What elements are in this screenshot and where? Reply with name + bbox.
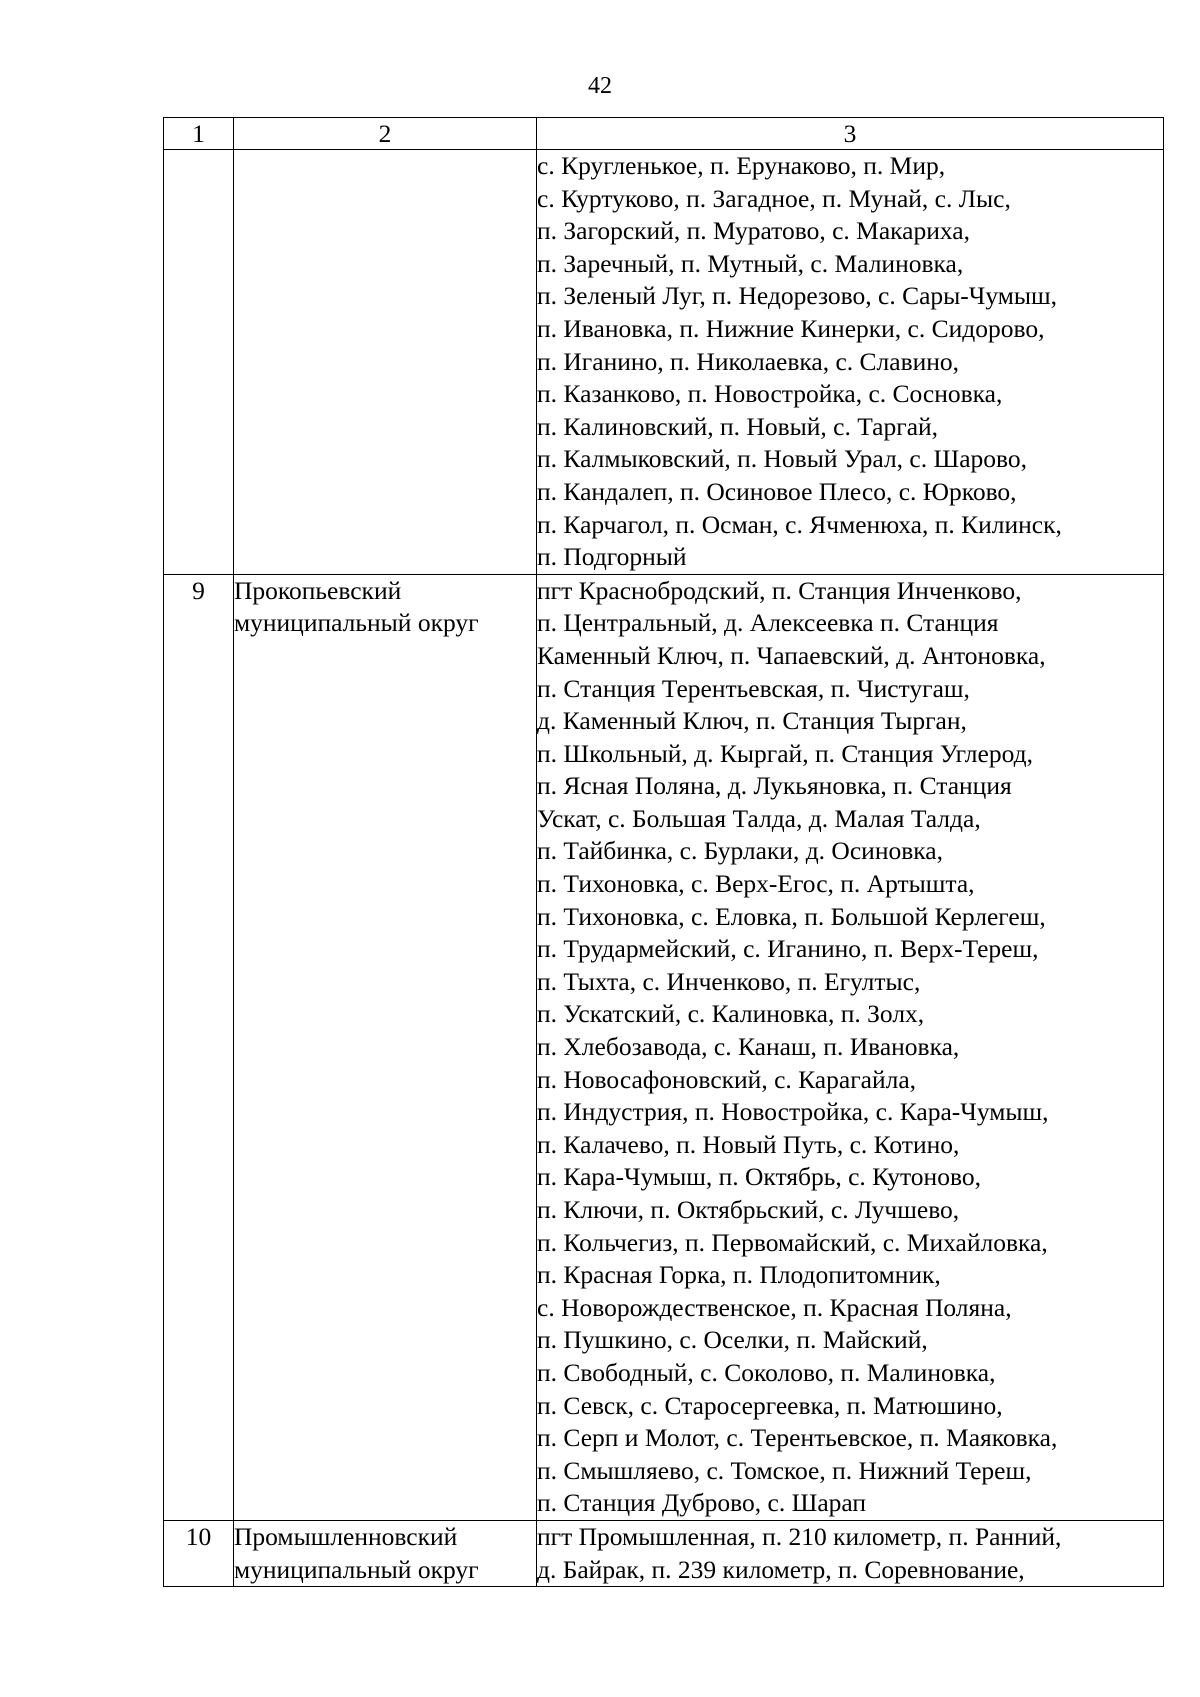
settlement-line: п. Трудармейский, с. Иганино, п. Верх-Тереш, bbox=[537, 934, 1039, 964]
settlement-line: п. Тихоновка, с. Еловка, п. Большой Керлегеш, bbox=[537, 901, 1046, 931]
settlement-line: п. Станция Дуброво, с. Шарап bbox=[537, 1488, 867, 1518]
column-header-2: 2 bbox=[234, 118, 537, 150]
settlement-line: п. Севск, с. Старосергеевка, п. Матюшино, bbox=[537, 1390, 1003, 1420]
settlement-line: Каменный Ключ, п. Чапаевский, д. Антоновка, bbox=[537, 640, 1046, 670]
row-number-cell bbox=[164, 150, 234, 575]
table-row bbox=[164, 150, 1164, 575]
district-name-line: Промышленновский bbox=[234, 1521, 458, 1551]
table-header-row bbox=[164, 118, 1164, 150]
settlement-line: п. Казанково, п. Новостройка, с. Сосновка, bbox=[537, 379, 1003, 409]
settlement-line: п. Ясная Поляна, д. Лукьяновка, п. Станция bbox=[537, 771, 1012, 801]
settlement-line: п. Иганино, п. Николаевка, с. Славино, bbox=[537, 346, 960, 376]
settlement-line: п. Ивановка, п. Нижние Кинерки, с. Сидорово, bbox=[537, 313, 1045, 343]
settlement-line: п. Заречный, п. Мутный, с. Малиновка, bbox=[537, 248, 964, 278]
settlement-line: п. Школьный, д. Кыргай, п. Станция Углерод, bbox=[537, 738, 1033, 768]
settlement-line: п. Станция Терентьевская, п. Чистугаш, bbox=[537, 673, 970, 703]
settlement-line: п. Красная Горка, п. Плодопитомник, bbox=[537, 1260, 941, 1290]
district-name-line: муниципальный округ bbox=[234, 1554, 479, 1584]
district-name-line: муниципальный округ bbox=[234, 608, 479, 638]
settlement-line: п. Загорский, п. Муратово, с. Макариха, bbox=[537, 216, 970, 246]
district-name-cell bbox=[234, 574, 537, 1520]
settlements-cell bbox=[537, 1520, 1164, 1586]
settlement-line: с. Кругленькое, п. Ерунаково, п. Мир, bbox=[537, 151, 946, 180]
settlement-line: п. Кандалеп, п. Осиновое Плесо, с. Юрково, bbox=[537, 476, 1017, 506]
settlement-line: п. Хлебозавода, с. Канаш, п. Ивановка, bbox=[537, 1032, 960, 1062]
settlement-line: п. Центральный, д. Алексеевка п. Станция bbox=[537, 608, 999, 638]
settlement-line: пгт Промышленная, п. 210 километр, п. Ранний, bbox=[537, 1521, 1062, 1551]
settlement-line: п. Подгорный bbox=[537, 542, 687, 572]
page-number: 42 bbox=[588, 73, 612, 99]
settlement-line: д. Байрак, п. 239 километр, п. Соревнование, bbox=[537, 1554, 1025, 1584]
settlements-table bbox=[163, 117, 1164, 1587]
settlement-line: п. Ключи, п. Октябрьский, с. Лучшево, bbox=[537, 1195, 960, 1224]
settlement-line: п. Тыхта, с. Инченково, п. Егултыс, bbox=[537, 966, 921, 996]
settlement-line: п. Зеленый Луг, п. Недорезово, с. Сары-Чумыш, bbox=[537, 281, 1058, 311]
settlement-line: пгт Краснобродский, п. Станция Инченково, bbox=[537, 575, 1022, 605]
district-name-line: Прокопьевский bbox=[234, 575, 402, 605]
settlement-line: п. Калачево, п. Новый Путь, с. Котино, bbox=[537, 1129, 960, 1159]
settlement-line: п. Пушкино, с. Оселки, п. Майский, bbox=[537, 1325, 928, 1355]
settlement-line: п. Кольчегиз, п. Первомайский, с. Михайловка, bbox=[537, 1227, 1048, 1257]
table-row bbox=[164, 574, 1164, 1520]
settlements-cell bbox=[537, 574, 1164, 1520]
settlements-cell bbox=[537, 150, 1164, 575]
settlement-line: п. Кара-Чумыш, п. Октябрь, с. Кутоново, bbox=[537, 1162, 981, 1192]
settlement-line: д. Каменный Ключ, п. Станция Тырган, bbox=[537, 706, 967, 736]
column-header-1: 1 bbox=[164, 118, 234, 150]
settlement-line: п. Свободный, с. Соколово, п. Малиновка, bbox=[537, 1357, 996, 1387]
settlement-line: Ускат, с. Большая Талда, д. Малая Талда, bbox=[537, 803, 981, 833]
settlement-line: п. Калмыковский, п. Новый Урал, с. Шарово, bbox=[537, 444, 1028, 474]
settlement-line: п. Карчагол, п. Осман, с. Ячменюха, п. Килинск, bbox=[537, 509, 1062, 539]
settlement-line: с. Куртуково, п. Загадное, п. Мунай, с. Лыс, bbox=[537, 183, 1011, 213]
settlement-line: п. Тихоновка, с. Верх-Егос, п. Артышта, bbox=[537, 869, 975, 899]
column-header-3: 3 bbox=[537, 118, 1164, 150]
settlement-line: п. Калиновский, п. Новый, с. Таргай, bbox=[537, 411, 939, 441]
settlement-line: п. Тайбинка, с. Бурлаки, д. Осиновка, bbox=[537, 836, 943, 866]
settlement-line: п. Смышляево, с. Томское, п. Нижний Тереш, bbox=[537, 1455, 1032, 1485]
settlement-line: п. Ускатский, с. Калиновка, п. Золх, bbox=[537, 999, 925, 1029]
settlement-line: п. Серп и Молот, с. Терентьевское, п. Маяковка, bbox=[537, 1423, 1058, 1453]
settlement-line: п. Новосафоновский, с. Карагайла, bbox=[537, 1064, 917, 1094]
settlement-line: п. Индустрия, п. Новостройка, с. Кара-Чумыш, bbox=[537, 1097, 1049, 1127]
district-name-cell bbox=[234, 150, 537, 575]
row-number-cell: 10 bbox=[164, 1520, 234, 1586]
district-name-cell bbox=[234, 1520, 537, 1586]
row-number-cell: 9 bbox=[164, 574, 234, 1520]
table-row bbox=[164, 1520, 1164, 1586]
settlement-line: с. Новорождественское, п. Красная Поляна, bbox=[537, 1292, 1012, 1322]
